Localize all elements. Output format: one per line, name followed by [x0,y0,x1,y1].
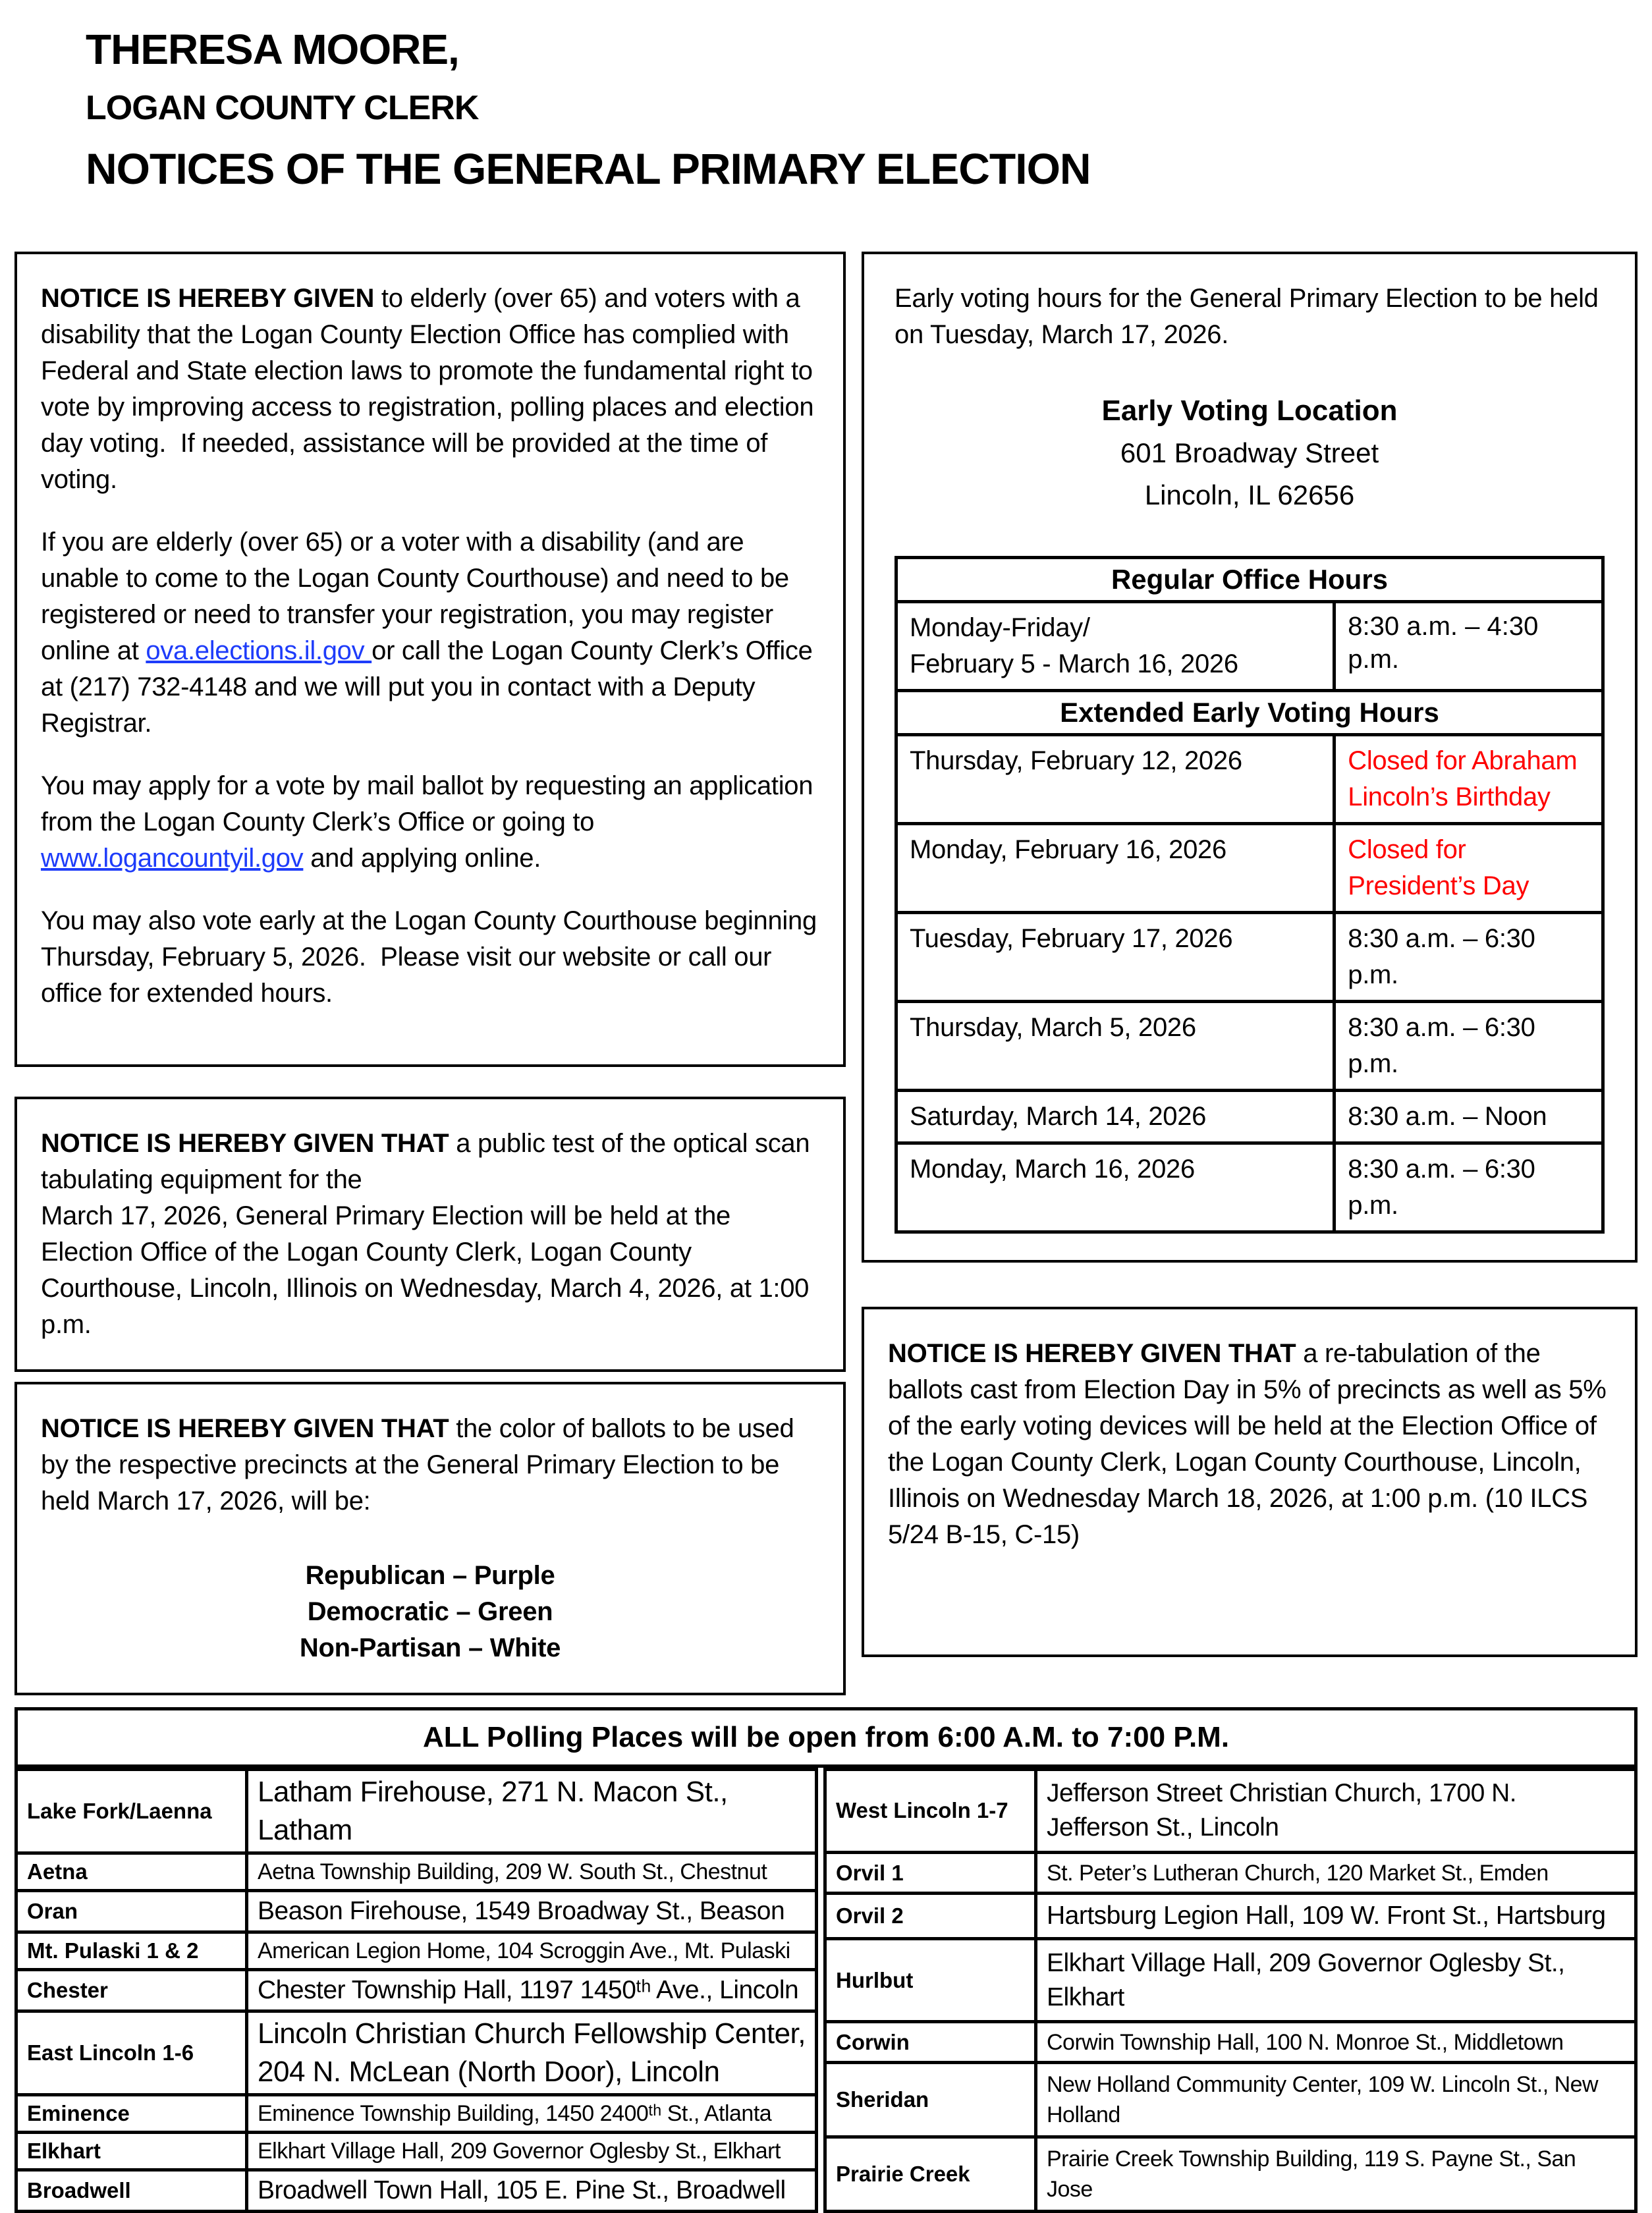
notice-given-label: NOTICE IS HEREBY GIVEN [41,284,375,313]
polling-right-rows [825,1770,1636,2212]
early-vote-text: You may also vote early at the Logan County Courthouse beginning Thursday, February 5, 2026. Please visit our website or call our office for extended hours. [41,906,824,1008]
polling-row [16,2170,817,2212]
regular-hours-row [896,602,1603,691]
extended-hours-value: 8:30 a.m. – 6:30 p.m. [1335,1002,1603,1091]
polling-location: Beason Firehouse, 1549 Broadway St., Beason [247,1891,817,1932]
polling-location: Corwin Township Hall, 100 N. Monroe St., Middletown [1036,2022,1636,2063]
early-voting-box [862,252,1638,1263]
extended-hours-date: Monday, March 16, 2026 [896,1143,1335,1232]
extended-hours-header: Extended Early Voting Hours [896,691,1603,735]
clerk-title: LOGAN COUNTY CLERK [86,89,479,127]
polling-places-tables [14,1768,1638,2213]
polling-precinct: Elkhart [16,2133,247,2170]
polling-precinct: Oran [16,1891,247,1932]
polling-row [825,2022,1636,2063]
polling-row [16,1853,817,1891]
early-voting-street: 601 Broadway Street [1120,437,1379,468]
polling-table-left [14,1768,818,2213]
mail-text-before: You may apply for a vote by mail ballot by requesting an application from the Logan County Clerk’s Office or going to [41,771,821,836]
extended-hours-value: 8:30 a.m. – 6:30 p.m. [1335,913,1603,1002]
polling-location: Eminence Township Building, 1450 2400ᵗʰ St., Atlanta [247,2095,817,2133]
accessibility-text-1: to elderly (over 65) and voters with a disability that the Logan County Election Office has complied with Federal and State election laws to promote the fundamental right to vote by improving access to registration, polling places and election day voting. If needed, assistance will be provided at the time of voting. [41,284,821,494]
page-title: NOTICES OF THE GENERAL PRIMARY ELECTION [86,144,1091,193]
notice-given-that-label: NOTICE IS HEREBY GIVEN THAT [41,1414,449,1443]
polling-left-rows [16,1770,817,2212]
ballot-color-list [41,1558,819,1666]
polling-location: Aetna Township Building, 209 W. South St., Chestnut [247,1853,817,1891]
notice-accessibility-box [14,252,846,1067]
accessibility-paragraph-1 [41,281,819,498]
public-test-text-line2: March 17, 2026, General Primary Election will be held at the Election Office of the Logan County Clerk, Logan County Courthouse, Lincoln, Illinois on Wednesday, March 4, 2026, at 1:00 p.m. [41,1201,816,1339]
polling-precinct: Chester [16,1970,247,2011]
polling-location: Elkhart Village Hall, 209 Governor Oglesby St., Elkhart [247,2133,817,2170]
register-text-before: If you are elderly (over 65) or a voter with a disability (and are unable to come to the Logan County Courthouse) and need to be registered or need to transfer your registration, you may register online at [41,528,796,665]
regular-dates-line2: February 5 - March 16, 2026 [910,649,1238,678]
notice-given-that-label: NOTICE IS HEREBY GIVEN THAT [41,1129,449,1158]
extended-hours-date: Thursday, March 5, 2026 [896,1002,1335,1091]
regular-dates-line1: Monday-Friday/ [910,613,1090,642]
polling-row [825,2063,1636,2137]
polling-row [825,1852,1636,1893]
polling-precinct: Sheridan [825,2063,1036,2137]
polling-precinct: Broadwell [16,2170,247,2212]
extended-hours-row [896,1143,1603,1232]
online-voter-registration-link[interactable]: ova.elections.il.gov [146,636,372,665]
ballot-color-line: Republican – Purple [305,1561,555,1590]
polling-location: Lincoln Christian Church Fellowship Center, 204 N. McLean (North Door), Lincoln [247,2011,817,2095]
polling-table-right [823,1768,1638,2213]
regular-hours-header: Regular Office Hours [896,558,1603,602]
polling-precinct: East Lincoln 1-6 [16,2011,247,2095]
accessibility-paragraph-2 [41,524,819,742]
notice-columns [14,252,1638,1695]
polling-row [825,1894,1636,1939]
extended-hours-row [896,913,1603,1002]
notice-public-test-box [14,1097,846,1372]
polling-precinct: Lake Fork/Laenna [16,1770,247,1853]
right-column [862,252,1638,1657]
polling-location: St. Peter’s Lutheran Church, 120 Market St., Emden [1036,1852,1636,1893]
extended-hours-value: 8:30 a.m. – 6:30 p.m. [1335,1143,1603,1232]
retabulation-text: a re-tabulation of the ballots cast from Election Day in 5% of precincts as well as 5% of the early voting devices will be held at the Election Office of the Logan County Clerk, Logan County Courthouse, Lincoln, Illinois on Wednesday March 18, 2026, at 1:00 p.m. (10 ILCS 5/24 B-15, C-15) [888,1339,1614,1549]
notice-retabulation-box [862,1307,1638,1657]
polling-location: Latham Firehouse, 271 N. Macon St., Latham [247,1770,817,1853]
polling-precinct: Hurlbut [825,1939,1036,2022]
vote-by-mail-paragraph [41,768,819,877]
extended-hours-date: Monday, February 16, 2026 [896,824,1335,913]
polling-precinct: Eminence [16,2095,247,2133]
polling-row [16,2011,817,2095]
extended-hours-row [896,1002,1603,1091]
ballot-colors-text: the color of ballots to be used by the respective precincts at the General Primary Election to be held March 17, 2026, will be: [41,1414,802,1516]
closed-hours-value: Closed for Abraham Lincoln’s Birthday [1335,735,1603,824]
county-website-link[interactable]: www.logancountyil.gov [41,844,304,873]
polling-row [825,1939,1636,2022]
notice-given-that-label: NOTICE IS HEREBY GIVEN THAT [888,1339,1296,1368]
polling-row [16,1891,817,1932]
regular-hours-time: 8:30 a.m. – 4:30 p.m. [1335,602,1603,691]
polling-location: Chester Township Hall, 1197 1450ᵗʰ Ave., Lincoln [247,1970,817,2011]
ballot-colors-paragraph [41,1411,819,1519]
polling-row [16,1970,817,2011]
polling-precinct: Orvil 2 [825,1894,1036,1939]
extended-hours-row [896,1091,1603,1143]
ballot-color-line: Democratic – Green [307,1597,553,1626]
regular-hours-header-row [896,558,1603,602]
polling-precinct: Aetna [16,1853,247,1891]
polling-location: Hartsburg Legion Hall, 109 W. Front St., Hartsburg [1036,1894,1636,1939]
extended-hours-row [896,735,1603,824]
polling-places-section [14,1707,1638,2213]
notice-ballot-colors-box [14,1382,846,1695]
extended-hours-date: Thursday, February 12, 2026 [896,735,1335,824]
extended-hours-date: Saturday, March 14, 2026 [896,1091,1335,1143]
extended-hours-value: 8:30 a.m. – Noon [1335,1091,1603,1143]
polling-row [16,1932,817,1970]
polling-row [16,1770,817,1853]
early-voting-intro-text: Early voting hours for the General Primary Election to be held on Tuesday, March 17, 2026. [895,284,1606,349]
closed-hours-value: Closed for President’s Day [1335,824,1603,913]
polling-location: New Holland Community Center, 109 W. Lincoln St., New Holland [1036,2063,1636,2137]
clerk-name: THERESA MOORE, [86,26,459,73]
regular-hours-dates [896,602,1335,691]
retabulation-paragraph [888,1336,1614,1553]
polling-row [16,2133,817,2170]
polling-precinct: Corwin [825,2022,1036,2063]
polling-location: Prairie Creek Township Building, 119 S. Payne St., San Jose [1036,2137,1636,2212]
extended-hours-rows [896,735,1603,1232]
public-test-text-line1: a public test of the optical scan tabulating equipment for the [41,1129,817,1194]
extended-hours-row [896,824,1603,913]
mail-text-after: and applying online. [303,844,541,873]
polling-row [16,2095,817,2133]
early-voting-location [895,390,1605,516]
polling-location: Broadwell Town Hall, 105 E. Pine St., Broadwell [247,2170,817,2212]
polling-location: American Legion Home, 104 Scroggin Ave., Mt. Pulaski [247,1932,817,1970]
extended-hours-date: Tuesday, February 17, 2026 [896,913,1335,1002]
extended-hours-header-row [896,691,1603,735]
early-voting-city: Lincoln, IL 62656 [1144,479,1355,510]
masthead [0,0,1652,194]
polling-precinct: Prairie Creek [825,2137,1036,2212]
polling-location: Elkhart Village Hall, 209 Governor Oglesby St., Elkhart [1036,1939,1636,2022]
polling-row [825,2137,1636,2212]
early-voting-intro [895,281,1605,353]
polling-precinct: Orvil 1 [825,1852,1036,1893]
polling-precinct: West Lincoln 1-7 [825,1770,1036,1853]
polling-row [825,1770,1636,1853]
office-hours-table [895,556,1605,1234]
register-text-after: or call the Logan County Clerk’s Office at (217) 732-4148 and we will put you in contact with a Deputy Registrar. [41,636,820,738]
early-voting-location-title: Early Voting Location [1101,395,1398,427]
polling-places-header: ALL Polling Places will be open from 6:00 A.M. to 7:00 P.M. [14,1707,1638,1768]
early-vote-paragraph [41,903,824,1012]
ballot-color-line: Non-Partisan – White [299,1633,561,1662]
polling-location: Jefferson Street Christian Church, 1700 N. Jefferson St., Lincoln [1036,1770,1636,1853]
public-test-paragraph [41,1126,819,1343]
polling-precinct: Mt. Pulaski 1 & 2 [16,1932,247,1970]
left-column [14,252,846,1695]
